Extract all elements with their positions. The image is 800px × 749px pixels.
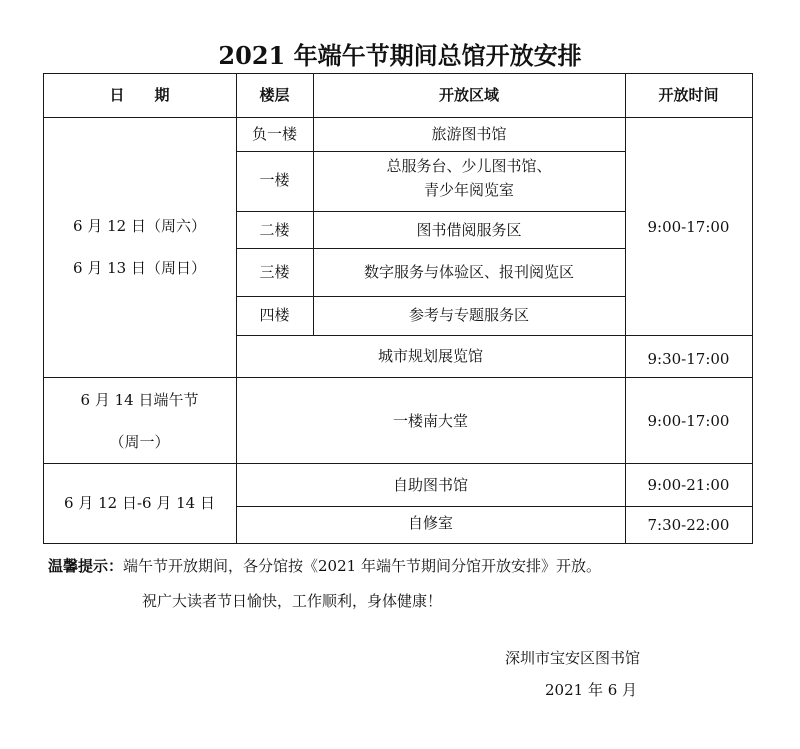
page-title: 2021 年端午节期间总馆开放安排 bbox=[218, 41, 582, 70]
table-border-right bbox=[752, 73, 753, 544]
area-cell: 自修室 bbox=[407, 514, 453, 532]
hours-cell: 9:00-21:00 bbox=[647, 476, 730, 494]
floor-cell: 二楼 bbox=[259, 221, 290, 239]
date-cell: 6 月 13 日（周日） bbox=[73, 259, 206, 277]
table-border-left bbox=[43, 73, 44, 544]
area-cell: 青少年阅览室 bbox=[423, 181, 514, 199]
hours-cell: 7:30-22:00 bbox=[647, 516, 730, 534]
table-border-top bbox=[43, 73, 753, 74]
footer-date: 2021 年 6 月 bbox=[545, 681, 638, 699]
group-divider bbox=[43, 463, 753, 464]
hours-cell: 9:00-17:00 bbox=[647, 412, 730, 430]
area-cell: 一楼南大堂 bbox=[392, 412, 468, 430]
table-header-divider bbox=[43, 117, 753, 118]
date-cell: 6 月 14 日端午节 bbox=[80, 391, 199, 409]
row-divider bbox=[236, 296, 625, 297]
row-divider bbox=[236, 211, 625, 212]
area-cell: 旅游图书馆 bbox=[431, 125, 507, 143]
header-floor: 楼层 bbox=[259, 86, 290, 104]
floor-cell: 负一楼 bbox=[251, 125, 297, 143]
notice-label: 温馨提示： bbox=[48, 557, 124, 575]
area-cell: 自助图书馆 bbox=[392, 476, 468, 494]
area-cell: 城市规划展览馆 bbox=[377, 347, 483, 365]
header-area: 开放区域 bbox=[438, 86, 499, 104]
area-cell: 图书借阅服务区 bbox=[416, 221, 522, 239]
floor-cell: 四楼 bbox=[259, 306, 290, 324]
date-cell: （周一） bbox=[109, 433, 170, 451]
area-cell: 参考与专题服务区 bbox=[408, 306, 529, 324]
notice-line-1 bbox=[48, 555, 601, 576]
notice-text: 端午节开放期间，各分馆按《2021 年端午节期间分馆开放安排》开放。 bbox=[123, 557, 601, 575]
notice-line-2: 祝广大读者节日愉快，工作顺利，身体健康！ bbox=[142, 592, 443, 610]
row-divider bbox=[236, 335, 753, 336]
floor-cell: 三楼 bbox=[259, 263, 290, 281]
date-cell: 6 月 12 日（周六） bbox=[73, 217, 206, 235]
area-cell: 数字服务与体验区、报刊阅览区 bbox=[363, 263, 574, 281]
row-divider bbox=[236, 248, 625, 249]
column-divider bbox=[313, 73, 314, 335]
area-cell: 总服务台、少儿图书馆、 bbox=[386, 157, 552, 175]
hours-cell: 9:30-17:00 bbox=[647, 350, 730, 368]
group-divider bbox=[43, 377, 753, 378]
hours-cell: 9:00-17:00 bbox=[647, 218, 730, 236]
header-date: 日 期 bbox=[109, 86, 170, 104]
row-divider bbox=[236, 506, 753, 507]
table-border-bottom bbox=[43, 543, 753, 544]
row-divider bbox=[236, 151, 625, 152]
date-cell: 6 月 12 日-6 月 14 日 bbox=[64, 494, 215, 512]
footer-org: 深圳市宝安区图书馆 bbox=[505, 649, 641, 667]
header-hours: 开放时间 bbox=[658, 86, 719, 104]
floor-cell: 一楼 bbox=[259, 171, 290, 189]
